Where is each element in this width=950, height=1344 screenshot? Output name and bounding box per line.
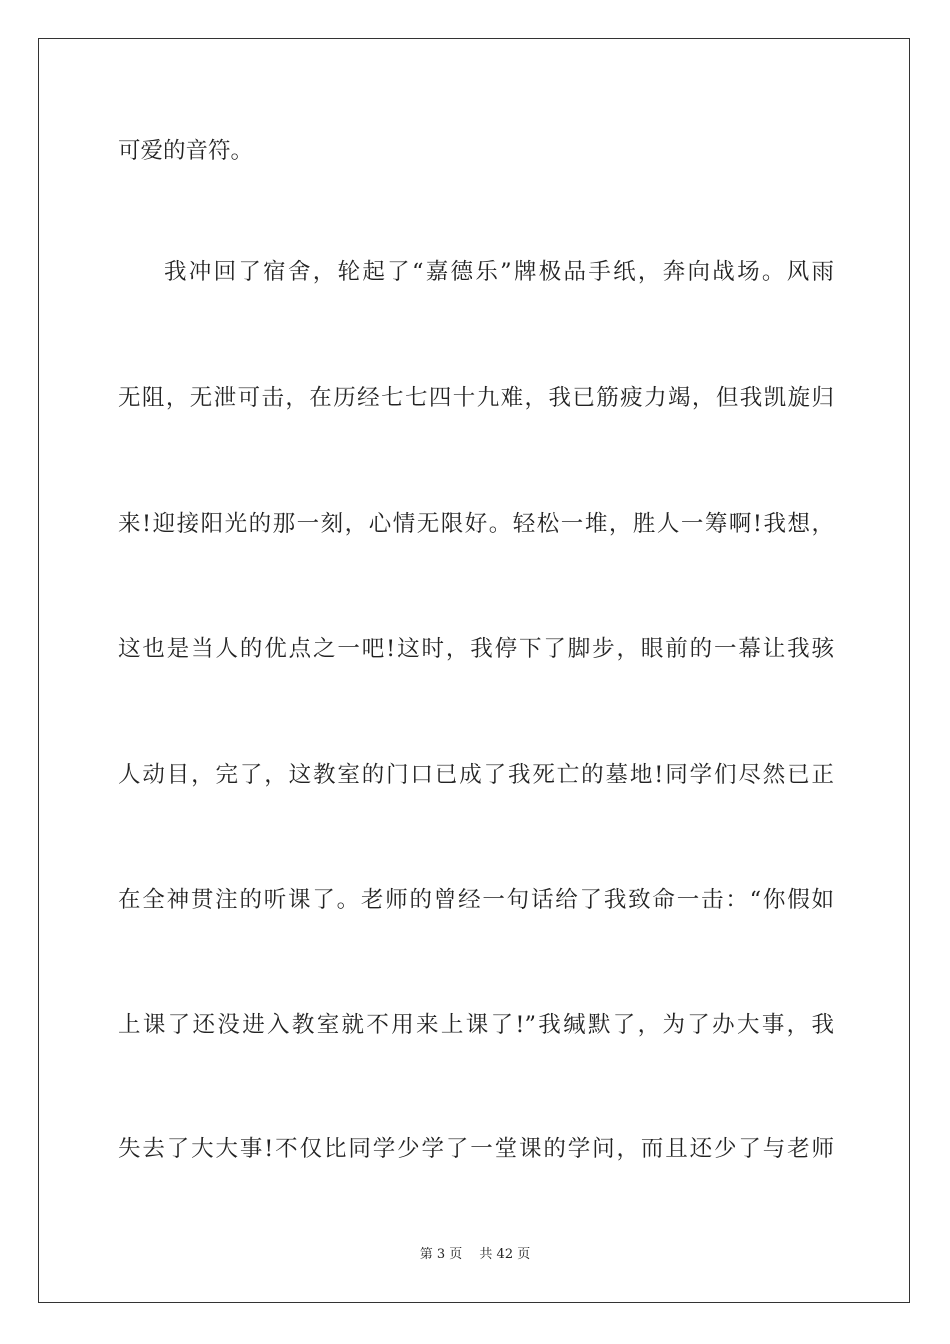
text-line-2: 我冲回了宿舍，轮起了“嘉德乐”牌极品手纸，奔向战场。风雨 [164,259,834,285]
text-line-5: 这也是当人的优点之一吧!这时，我停下了脚步，眼前的一幕让我骇 [118,636,834,662]
text-line-7: 在全神贯注的听课了。老师的曾经一句话给了我致命一击：“你假如 [118,887,834,913]
page-frame [38,38,910,1303]
text-line-4: 来!迎接阳光的那一刻，心情无限好。轻松一堆，胜人一筹啊!我想， [118,511,834,537]
text-line-3: 无阻，无泄可击，在历经七七四十九难，我已筋疲力竭，但我凯旋归 [118,385,834,411]
text-line-1: 可爱的音符。 [118,138,254,164]
text-line-6: 人动目，完了，这教室的门口已成了我死亡的墓地!同学们尽然已正 [118,762,834,788]
text-line-9: 失去了大大事!不仅比同学少学了一堂课的学问，而且还少了与老师 [118,1136,834,1162]
text-line-8: 上课了还没进入教室就不用来上课了!”我缄默了，为了办大事，我 [118,1012,834,1038]
page-footer: 第 3 页 共 42 页 [419,1247,531,1262]
